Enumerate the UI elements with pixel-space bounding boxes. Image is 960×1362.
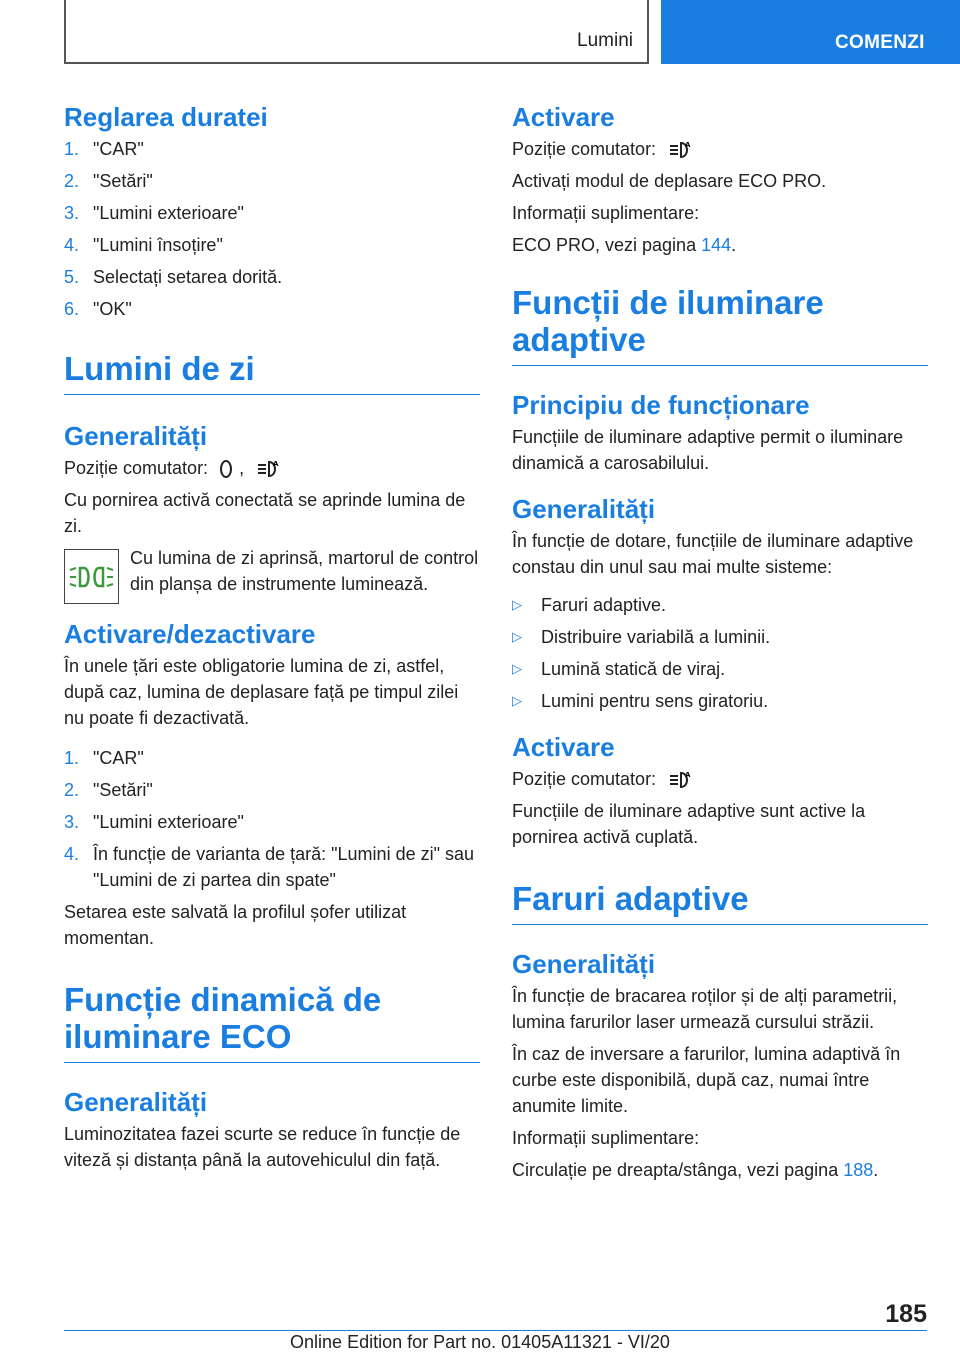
- systems-list: [512, 592, 928, 714]
- switch-zero-icon: [219, 459, 233, 479]
- daytime-light-indicator-icon: [65, 550, 118, 603]
- list-item: ▷ Lumină statică de viraj.: [512, 656, 928, 682]
- list-item: ▷ Faruri adaptive.: [512, 592, 928, 618]
- eco-pro-ref: ECO PRO, vezi pagina 144.: [512, 235, 737, 255]
- right-column: [512, 98, 928, 1189]
- reglarea-steps: [64, 136, 480, 322]
- heading-eco: Funcție dinamică de iluminare ECO: [64, 981, 480, 1063]
- list-item: 3. "Lumini exterioare": [64, 812, 244, 832]
- circulatie-ref: Circulație pe dreapta/stânga, vezi pagina 188.: [512, 1160, 879, 1180]
- list-item: ▷ Distribuire variabilă a luminii.: [512, 624, 928, 650]
- list-item: 2. "Setări": [64, 171, 153, 191]
- triangle-bullet-icon: ▷: [512, 693, 522, 708]
- page-link-144[interactable]: 144: [701, 235, 732, 255]
- heading-lumini-zi: Lumini de zi: [64, 350, 480, 395]
- list-item: 3. "Lumini exterioare": [64, 203, 244, 223]
- heading-activare: Activare: [512, 102, 615, 132]
- principiu-text: Funcțiile de iluminare adaptive permit o iluminare dinamică a carosabilului.: [512, 427, 904, 473]
- svg-text:A: A: [273, 460, 279, 469]
- heading-faruri-generalitati: Generalități: [512, 949, 656, 979]
- heading-activare-dezactivare: Activare/dezactivare: [64, 619, 316, 649]
- page-link-188[interactable]: 188: [843, 1160, 874, 1180]
- left-column: [64, 98, 480, 1179]
- list-item: 4. În funcție de varianta de țară: "Lumini de zi" sau "Lumini de zi partea din spate": [64, 844, 474, 890]
- chapter-label: COMENZI: [835, 32, 925, 53]
- list-item: 1. "CAR": [64, 748, 144, 768]
- auto-headlight-icon: [667, 769, 693, 791]
- heading-generalitati: Generalități: [64, 421, 208, 451]
- list-item: 2. "Setări": [64, 780, 153, 800]
- activati-text: Activați modul de deplasare ECO PRO.: [512, 171, 827, 191]
- triangle-bullet-icon: ▷: [512, 597, 522, 612]
- info-label: Informații suplimentare:: [512, 203, 700, 223]
- svg-text:A: A: [685, 771, 691, 780]
- faruri-text-1: În funcție de bracarea roților și de alți parametrii, lumina farurilor laser urmează cursului străzii.: [512, 986, 898, 1032]
- faruri-text-2: În caz de inversare a farurilor, lumina adaptivă în curbe este disponibilă, după caz, numai între anumite limite.: [512, 1044, 901, 1116]
- svg-text:A: A: [685, 141, 691, 150]
- auto-headlight-icon: [255, 458, 281, 480]
- heading-adaptive: Funcții de iluminare adaptive: [512, 284, 928, 366]
- list-item: 4. "Lumini însoțire": [64, 235, 223, 255]
- indicator-note: [64, 545, 480, 601]
- list-item: 6. "OK": [64, 299, 132, 319]
- pozitie-comutator-right: Poziție comutator: A: [512, 136, 928, 162]
- chapter-tab[interactable]: [661, 0, 960, 64]
- list-item: ▷ Lumini pentru sens giratoriu.: [512, 688, 928, 714]
- activare-dez-text: În unele țări este obligatorie lumina de zi, astfel, după caz, lumina de deplasare față pe timpul zilei nu poate fi dezactivată.: [64, 656, 459, 728]
- pozitie-comutator: Poziție comutator: , A: [64, 455, 480, 481]
- list-item: 1. "CAR": [64, 139, 144, 159]
- heading-generalitati-right: Generalități: [512, 494, 656, 524]
- eco-gen-text: Luminozitatea fazei scurte se reduce în funcție de viteză și distanța până la autovehiculul din față.: [64, 1124, 461, 1170]
- generalitati-text: În funcție de dotare, funcțiile de iluminare adaptive constau din unul sau mai multe sisteme:: [512, 531, 914, 577]
- triangle-bullet-icon: ▷: [512, 661, 522, 676]
- auto-headlight-icon: [667, 139, 693, 161]
- indicator-box: [64, 549, 119, 604]
- footer-divider: [64, 1330, 927, 1331]
- header-box: [64, 0, 649, 64]
- heading-eco-generalitati: Generalități: [64, 1087, 208, 1117]
- indicator-note-text: Cu lumina de zi aprinsă, martorul de control din planșa de instrumente luminează.: [130, 548, 479, 594]
- info-label-2: Informații suplimentare:: [512, 1128, 700, 1148]
- heading-principiu: Principiu de funcționare: [512, 390, 810, 420]
- salvata-text: Setarea este salvată la profilul șofer utilizat momentan.: [64, 902, 407, 948]
- pozitie-comutator-right-2: Poziție comutator: A: [512, 766, 928, 792]
- triangle-bullet-icon: ▷: [512, 629, 522, 644]
- heading-faruri: Faruri adaptive: [512, 880, 928, 925]
- activare-steps: [64, 745, 480, 893]
- heading-reglarea: Reglarea duratei: [64, 102, 268, 132]
- heading-activare-2: Activare: [512, 732, 615, 762]
- list-item: 5. Selectați setarea dorită.: [64, 267, 283, 287]
- activare2-text: Funcțiile de iluminare adaptive sunt active la pornirea activă cuplată.: [512, 801, 866, 847]
- page-number: 185: [885, 1300, 927, 1328]
- pornire-text: Cu pornirea activă conectată se aprinde lumina de zi.: [64, 490, 466, 536]
- section-title: Lumini: [577, 30, 633, 51]
- edition-text: Online Edition for Part no. 01405A11321 - VI/20: [290, 1332, 670, 1352]
